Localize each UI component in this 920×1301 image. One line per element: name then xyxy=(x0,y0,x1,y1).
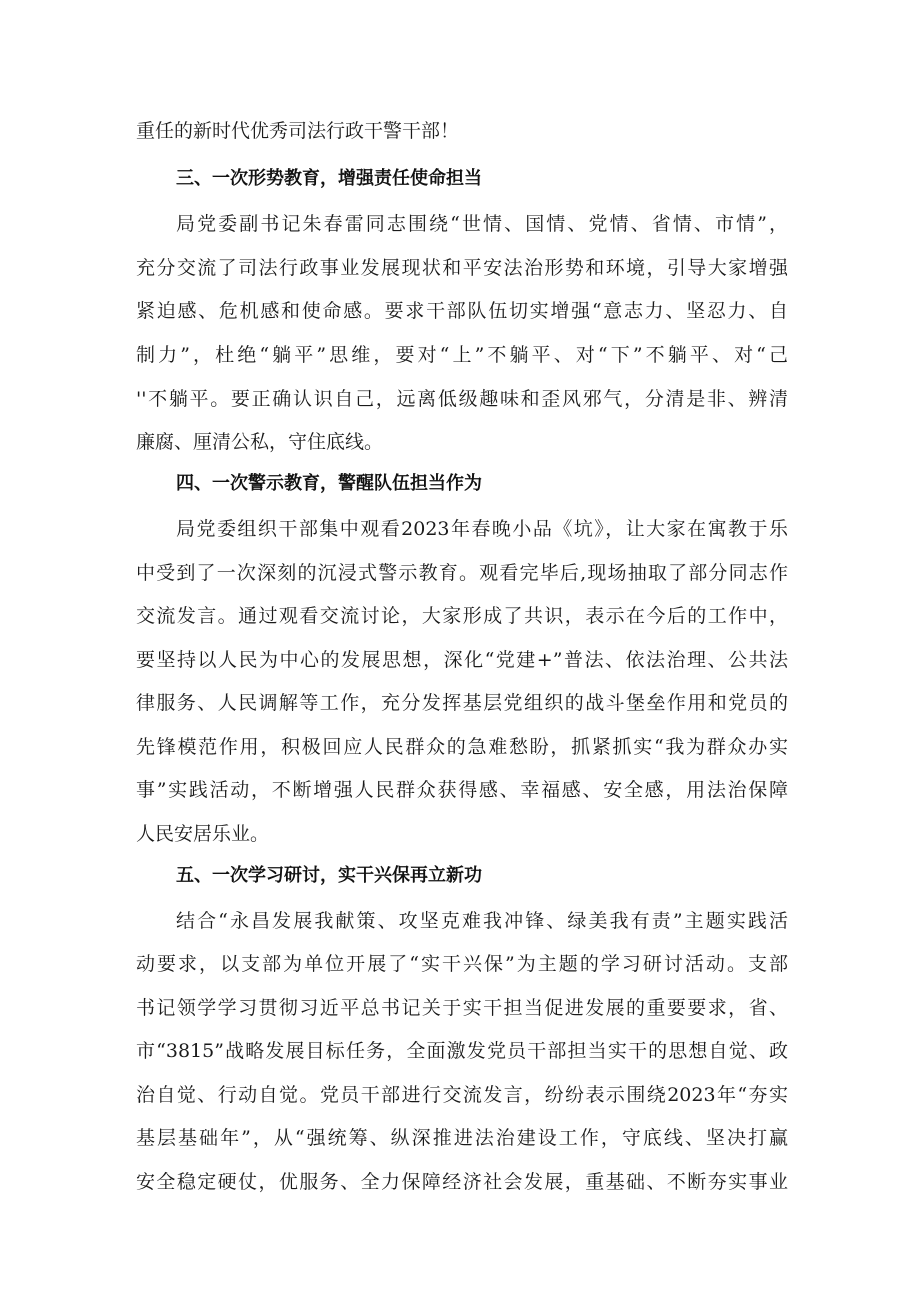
section-heading: 五、一次学习研讨，实干兴保再立新功 xyxy=(176,865,482,886)
paragraph-line: 律服务、人民调解等工作，充分发挥基层党组织的战斗堡垒作用和党员的 xyxy=(136,692,788,714)
paragraph-line: 中受到了一次深刻的沉浸式警示教育。观看完毕后,现场抽取了部分同志作 xyxy=(136,562,788,584)
paragraph-line: 局党委组织干部集中观看2023年春晚小品《坑》，让大家在寓教于乐 xyxy=(176,518,788,540)
paragraph-line: 事”实践活动，不断增强人民群众获得感、幸福感、安全感，用法治保障 xyxy=(136,779,788,801)
paragraph-line: 要坚持以人民为中心的发展思想，深化“党建+”普法、依法治理、公共法 xyxy=(136,649,788,671)
paragraph-line: 动要求，以支部为单位开展了“实干兴保”为主题的学习研讨活动。支部 xyxy=(136,953,788,975)
paragraph-line: ''不躺平。要正确认识自己，远离低级趣味和歪风邪气，分清是非、辨清 xyxy=(136,388,788,410)
section-heading: 四、一次警示教育，警醒队伍担当作为 xyxy=(176,473,482,494)
paragraph-line: 先锋模范作用，积极回应人民群众的急难愁盼，抓紧抓实“我为群众办实 xyxy=(136,736,788,758)
section-heading: 三、一次形势教育，增强责任使命担当 xyxy=(176,168,482,189)
paragraph-line: 治自觉、行动自觉。党员干部进行交流发言，纷纷表示围绕2023年“夯实 xyxy=(136,1084,788,1106)
paragraph-line: 书记领学学习贯彻习近平总书记关于实干担当促进发展的重要要求，省、 xyxy=(136,997,788,1019)
paragraph-line: 局党委副书记朱春雷同志围绕“世情、国情、党情、省情、市情”， xyxy=(176,213,788,235)
paragraph-line: 交流发言。通过观看交流讨论，大家形成了共识，表示在今后的工作中， xyxy=(136,605,788,627)
paragraph-line: 市“3815”战略发展目标任务，全面激发党员干部担当实干的思想自觉、政 xyxy=(136,1040,788,1062)
paragraph-line: 安全稳定硬仗，优服务、全力保障经济社会发展，重基础、不断夯实事业 xyxy=(136,1171,788,1193)
paragraph-line: 紧迫感、危机感和使命感。要求干部队伍切实增强“意志力、坚忍力、自 xyxy=(136,300,788,322)
paragraph-line: 人民安居乐业。 xyxy=(136,823,270,845)
paragraph-line: 廉腐、厘清公私，守住底线。 xyxy=(136,431,384,453)
paragraph-line: 制力”，杜绝“躺平”思维，要对“上”不躺平、对“下”不躺平、对“己 xyxy=(136,344,788,366)
paragraph-line: 重任的新时代优秀司法行政干警干部！ xyxy=(136,120,460,142)
paragraph-line: 充分交流了司法行政事业发展现状和平安法治形势和环境，引导大家增强 xyxy=(136,257,788,279)
paragraph-line: 结合“永昌发展我献策、攻坚克难我冲锋、绿美我有责”主题实践活 xyxy=(176,910,788,932)
paragraph-line: 基层基础年”，从“强统筹、纵深推进法治建设工作，守底线、坚决打赢 xyxy=(136,1127,788,1149)
